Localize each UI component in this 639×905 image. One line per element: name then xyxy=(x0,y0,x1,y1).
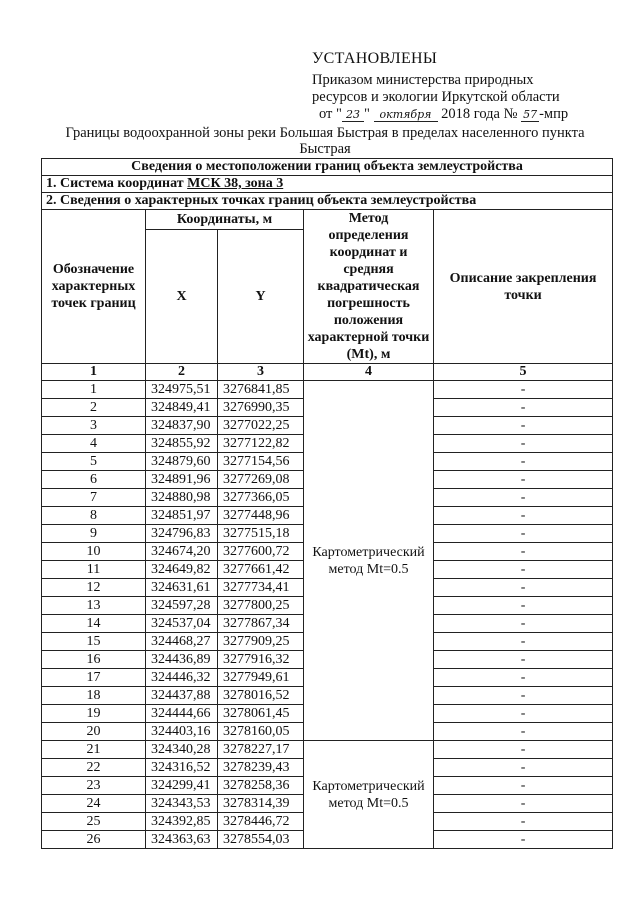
order-line-2: ресурсов и экологии Иркутской области xyxy=(312,89,560,105)
coord-y: 3276841,85 xyxy=(218,381,304,399)
table-row xyxy=(42,381,613,399)
point-number: 18 xyxy=(42,687,146,705)
date-prefix: от " xyxy=(319,106,342,122)
coord-x: 324403,16 xyxy=(146,723,218,741)
point-number: 10 xyxy=(42,543,146,561)
col-header-coordinates: Координаты, м xyxy=(146,210,304,230)
coord-system-label: 1. Система координат xyxy=(46,176,188,191)
coord-system-row xyxy=(42,176,613,193)
fixation-description: - xyxy=(434,435,613,453)
order-date-line xyxy=(312,106,568,123)
coord-y: 3277022,25 xyxy=(218,417,304,435)
section-title: Сведения о местоположении границ объекта землеустройства xyxy=(42,159,613,176)
fixation-description: - xyxy=(434,543,613,561)
coord-x: 324340,28 xyxy=(146,741,218,759)
coord-x: 324674,20 xyxy=(146,543,218,561)
fixation-description: - xyxy=(434,615,613,633)
coord-y: 3277600,72 xyxy=(218,543,304,561)
coord-y: 3278554,03 xyxy=(218,831,304,849)
coord-x: 324880,98 xyxy=(146,489,218,507)
point-number: 23 xyxy=(42,777,146,795)
coord-y: 3278258,36 xyxy=(218,777,304,795)
approval-header xyxy=(312,50,568,123)
coord-x: 324436,89 xyxy=(146,651,218,669)
fixation-description: - xyxy=(434,687,613,705)
coord-y: 3278016,52 xyxy=(218,687,304,705)
point-number: 5 xyxy=(42,453,146,471)
point-number: 19 xyxy=(42,705,146,723)
coord-y: 3278314,39 xyxy=(218,795,304,813)
coord-x: 324851,97 xyxy=(146,507,218,525)
point-number: 7 xyxy=(42,489,146,507)
coord-x: 324444,66 xyxy=(146,705,218,723)
coord-x: 324363,63 xyxy=(146,831,218,849)
fixation-description: - xyxy=(434,597,613,615)
coord-x: 324837,90 xyxy=(146,417,218,435)
point-number: 17 xyxy=(42,669,146,687)
fixation-description: - xyxy=(434,489,613,507)
fixation-description: - xyxy=(434,561,613,579)
coord-y: 3276990,35 xyxy=(218,399,304,417)
coord-x: 324537,04 xyxy=(146,615,218,633)
col-number: 4 xyxy=(304,364,434,381)
order-line-1: Приказом министерства природных xyxy=(312,72,534,88)
fixation-description: - xyxy=(434,759,613,777)
point-number: 26 xyxy=(42,831,146,849)
coord-x: 324468,27 xyxy=(146,633,218,651)
coord-y: 3277909,25 xyxy=(218,633,304,651)
handwritten-month: октября xyxy=(374,109,438,122)
point-number: 3 xyxy=(42,417,146,435)
point-number: 4 xyxy=(42,435,146,453)
coord-x: 324446,32 xyxy=(146,669,218,687)
fixation-description: - xyxy=(434,651,613,669)
point-number: 2 xyxy=(42,399,146,417)
point-number: 12 xyxy=(42,579,146,597)
fixation-description: - xyxy=(434,633,613,651)
point-number: 14 xyxy=(42,615,146,633)
col-header-description: Описание закрепления точки xyxy=(434,210,613,364)
point-number: 8 xyxy=(42,507,146,525)
point-number: 15 xyxy=(42,633,146,651)
col-header-method: Метод определения координат и средняя квадратическая погрешность положения характерной точки (Mt), м xyxy=(304,210,434,364)
col-number: 5 xyxy=(434,364,613,381)
fixation-description: - xyxy=(434,417,613,435)
coord-y: 3277448,96 xyxy=(218,507,304,525)
coord-y: 3277122,82 xyxy=(218,435,304,453)
fixation-description: - xyxy=(434,723,613,741)
fixation-description: - xyxy=(434,453,613,471)
fixation-description: - xyxy=(434,525,613,543)
coord-x: 324316,52 xyxy=(146,759,218,777)
col-number: 1 xyxy=(42,364,146,381)
point-number: 20 xyxy=(42,723,146,741)
coord-y: 3278061,45 xyxy=(218,705,304,723)
coord-y: 3277661,42 xyxy=(218,561,304,579)
method-cell-group-1: Картометрический метод Mt=0.5 xyxy=(304,381,434,741)
fixation-description: - xyxy=(434,831,613,849)
point-number: 25 xyxy=(42,813,146,831)
order-suffix: -мпр xyxy=(539,106,569,122)
coord-x: 324879,60 xyxy=(146,453,218,471)
coord-y: 3277734,41 xyxy=(218,579,304,597)
fixation-description: - xyxy=(434,579,613,597)
method-cell-group-2: Картометрический метод Mt=0.5 xyxy=(304,741,434,849)
fixation-description: - xyxy=(434,471,613,489)
coord-system-value: МСК 38, зона 3 xyxy=(187,176,284,191)
coord-x: 324597,28 xyxy=(146,597,218,615)
col-header-designation: Обозначение характерных точек границ xyxy=(42,210,146,364)
coord-x: 324437,88 xyxy=(146,687,218,705)
coord-x: 324975,51 xyxy=(146,381,218,399)
col-header-y: Y xyxy=(218,230,304,364)
coord-x: 324343,53 xyxy=(146,795,218,813)
coord-x: 324849,41 xyxy=(146,399,218,417)
point-number: 21 xyxy=(42,741,146,759)
point-number: 16 xyxy=(42,651,146,669)
col-header-x: X xyxy=(146,230,218,364)
coord-y: 3278227,17 xyxy=(218,741,304,759)
fixation-description: - xyxy=(434,669,613,687)
coord-y: 3278239,43 xyxy=(218,759,304,777)
col-number: 3 xyxy=(218,364,304,381)
coord-x: 324891,96 xyxy=(146,471,218,489)
fixation-description: - xyxy=(434,741,613,759)
coord-y: 3277154,56 xyxy=(218,453,304,471)
col-number: 2 xyxy=(146,364,218,381)
point-number: 6 xyxy=(42,471,146,489)
coord-x: 324855,92 xyxy=(146,435,218,453)
point-number: 11 xyxy=(42,561,146,579)
fixation-description: - xyxy=(434,381,613,399)
point-number: 13 xyxy=(42,597,146,615)
coord-y: 3278446,72 xyxy=(218,813,304,831)
coord-x: 324392,85 xyxy=(146,813,218,831)
coord-x: 324796,83 xyxy=(146,525,218,543)
fixation-description: - xyxy=(434,705,613,723)
coord-x: 324631,61 xyxy=(146,579,218,597)
coord-y: 3277515,18 xyxy=(218,525,304,543)
document-title: Границы водоохранной зоны реки Большая Быстрая в пределах населенного пункта Быстрая xyxy=(65,125,585,157)
fixation-description: - xyxy=(434,777,613,795)
handwritten-number: 57 xyxy=(523,108,538,121)
handwritten-day: 23 xyxy=(342,109,364,122)
date-quote: " xyxy=(363,106,370,122)
fixation-description: - xyxy=(434,507,613,525)
coord-y: 3278160,05 xyxy=(218,723,304,741)
coord-x: 324649,82 xyxy=(146,561,218,579)
point-number: 24 xyxy=(42,795,146,813)
point-number: 22 xyxy=(42,759,146,777)
coord-y: 3277867,34 xyxy=(218,615,304,633)
point-number: 1 xyxy=(42,381,146,399)
fixation-description: - xyxy=(434,813,613,831)
coord-y: 3277269,08 xyxy=(218,471,304,489)
coord-x: 324299,41 xyxy=(146,777,218,795)
table-row xyxy=(42,741,613,759)
approved-heading: УСТАНОВЛЕНЫ xyxy=(312,50,438,67)
coord-y: 3277916,32 xyxy=(218,651,304,669)
year-text: 2018 года № xyxy=(441,106,518,122)
coord-y: 3277949,61 xyxy=(218,669,304,687)
points-section-title: 2. Сведения о характерных точках границ объекта землеустройства xyxy=(42,193,613,210)
point-number: 9 xyxy=(42,525,146,543)
coordinates-table xyxy=(41,158,613,849)
coord-y: 3277800,25 xyxy=(218,597,304,615)
fixation-description: - xyxy=(434,795,613,813)
fixation-description: - xyxy=(434,399,613,417)
coord-y: 3277366,05 xyxy=(218,489,304,507)
